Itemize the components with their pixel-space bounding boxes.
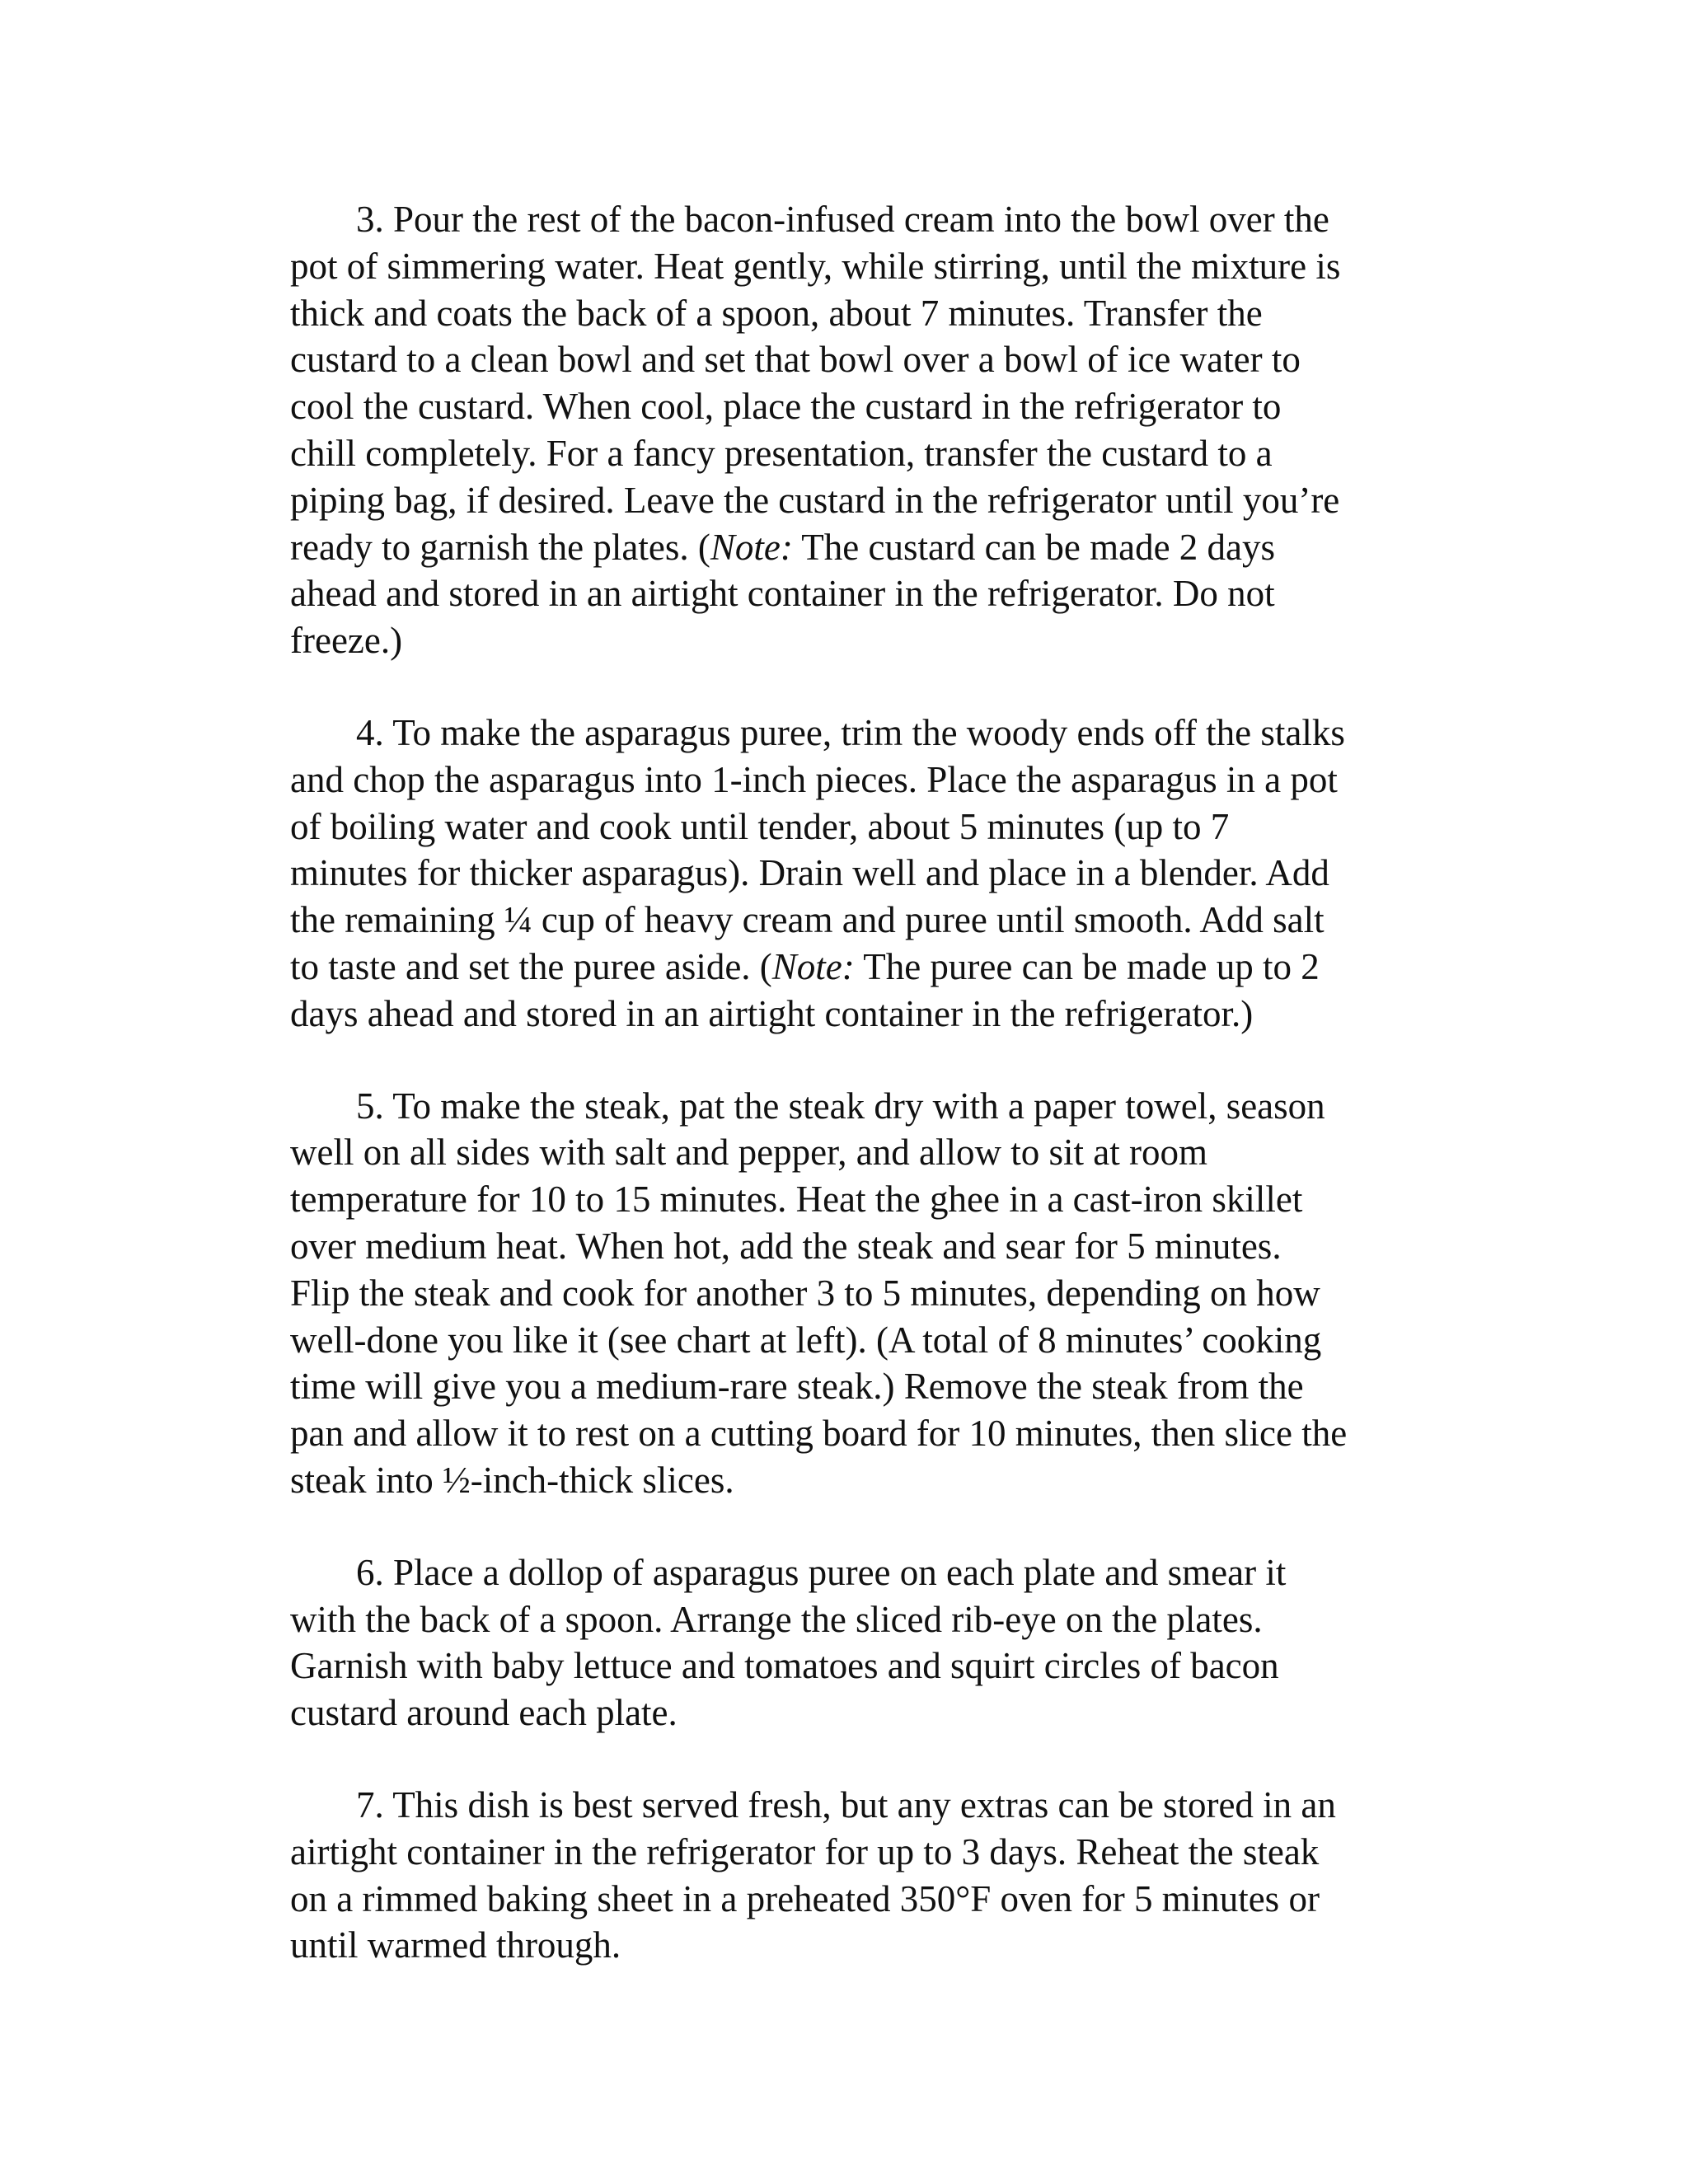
step-text: Place a dollop of asparagus puree on each plate and smear it (393, 1551, 1287, 1593)
step-line (290, 1129, 1461, 1176)
step-line (290, 1549, 1461, 1596)
step-text: ahead and stored in an airtight container in the refrigerator. Do not (290, 573, 1275, 615)
step-line (290, 477, 1461, 524)
step-text: freeze.) (290, 620, 403, 662)
step-line (290, 524, 1461, 571)
step-text: over medium heat. When hot, add the steak and sear for 5 minutes. (290, 1225, 1282, 1267)
step-text: To make the steak, pat the steak dry with a paper towel, season (392, 1085, 1325, 1127)
note-label: Note: (771, 945, 855, 987)
note-label: Note: (710, 526, 793, 568)
step-text: To make the asparagus puree, trim the woody ends off the stalks (392, 711, 1345, 753)
step-line (290, 1457, 1461, 1504)
step-line (290, 850, 1461, 897)
step-text: to taste and set the puree aside. ( (290, 945, 772, 987)
step-line (290, 290, 1461, 337)
step-line (290, 1270, 1461, 1317)
step-line (290, 1410, 1461, 1457)
step-line (290, 617, 1461, 664)
step-line (290, 1223, 1461, 1270)
step-text: pot of simmering water. Heat gently, while stirring, until the mixture is (290, 245, 1341, 287)
step-text: Garnish with baby lettuce and tomatoes and squirt circles of bacon (290, 1645, 1279, 1687)
step-line (290, 1690, 1461, 1736)
step-line (290, 570, 1461, 617)
step-line (290, 944, 1461, 991)
step-text: on a rimmed baking sheet in a preheated 350°F oven for 5 minutes or (290, 1877, 1320, 1919)
recipe-steps (290, 196, 1461, 1969)
step-line (290, 1829, 1461, 1876)
step-line (290, 897, 1461, 944)
step-text: with the back of a spoon. Arrange the sliced rib-eye on the plates. (290, 1598, 1263, 1640)
step-line (290, 1782, 1461, 1829)
step-line (290, 430, 1461, 477)
step-line (290, 1922, 1461, 1969)
step-line (290, 243, 1461, 290)
recipe-page (290, 196, 1461, 1969)
step-line (290, 196, 1461, 243)
step-line (290, 1876, 1461, 1923)
step-line (290, 1643, 1461, 1690)
step-number: 5. (356, 1085, 393, 1127)
step-text: the remaining ¼ cup of heavy cream and puree until smooth. Add salt (290, 899, 1325, 941)
step-text: cool the custard. When cool, place the custard in the refrigerator to (290, 386, 1282, 428)
step-text: pan and allow it to rest on a cutting board for 10 minutes, then slice the (290, 1413, 1348, 1455)
step-text: custard to a clean bowl and set that bowl over a bowl of ice water to (290, 339, 1301, 381)
step-number: 4. (356, 711, 393, 753)
step-text: days ahead and stored in an airtight container in the refrigerator.) (290, 992, 1254, 1034)
step-line (290, 1317, 1461, 1364)
recipe-step-3 (290, 196, 1461, 664)
step-line (290, 383, 1461, 430)
step-text: This dish is best served fresh, but any extras can be stored in an (392, 1783, 1336, 1825)
step-text: airtight container in the refrigerator for up to 3 days. Reheat the steak (290, 1830, 1320, 1872)
recipe-step-4 (290, 710, 1461, 1038)
step-line (290, 1596, 1461, 1643)
step-text: thick and coats the back of a spoon, about 7 minutes. Transfer the (290, 292, 1263, 334)
step-text: minutes for thicker asparagus). Drain well and place in a blender. Add (290, 852, 1329, 894)
step-text: and chop the asparagus into 1-inch pieces. Place the asparagus in a pot (290, 758, 1338, 800)
step-line (290, 336, 1461, 383)
recipe-step-7 (290, 1782, 1461, 1969)
step-number: 6. (356, 1551, 393, 1593)
step-line (290, 1363, 1461, 1410)
step-text: well on all sides with salt and pepper, and allow to sit at room (290, 1132, 1207, 1174)
recipe-step-6 (290, 1549, 1461, 1736)
step-text: time will give you a medium-rare steak.) Remove the steak from the (290, 1366, 1304, 1408)
step-text: chill completely. For a fancy presentation, transfer the custard to a (290, 432, 1273, 474)
step-text: piping bag, if desired. Leave the custard in the refrigerator until you’re (290, 479, 1340, 521)
step-text: ready to garnish the plates. ( (290, 526, 710, 568)
step-text: Pour the rest of the bacon-infused cream into the bowl over the (393, 199, 1329, 240)
step-number: 3. (356, 199, 393, 240)
step-text: The puree can be made up to 2 (854, 945, 1320, 987)
step-text: temperature for 10 to 15 minutes. Heat the ghee in a cast-iron skillet (290, 1179, 1303, 1221)
step-line (290, 804, 1461, 851)
step-text: The custard can be made 2 days (792, 526, 1276, 568)
step-text: of boiling water and cook until tender, about 5 minutes (up to 7 (290, 805, 1230, 847)
step-text: steak into ½-inch-thick slices. (290, 1459, 734, 1501)
recipe-step-5 (290, 1083, 1461, 1504)
step-text: custard around each plate. (290, 1692, 678, 1734)
step-line (290, 991, 1461, 1038)
step-line (290, 757, 1461, 804)
step-text: well-done you like it (see chart at left). (A total of 8 minutes’ cooking (290, 1319, 1322, 1361)
step-line (290, 1176, 1461, 1223)
step-text: Flip the steak and cook for another 3 to 5 minutes, depending on how (290, 1272, 1320, 1314)
step-number: 7. (356, 1783, 393, 1825)
step-text: until warmed through. (290, 1924, 621, 1966)
step-line (290, 710, 1461, 757)
step-line (290, 1083, 1461, 1130)
